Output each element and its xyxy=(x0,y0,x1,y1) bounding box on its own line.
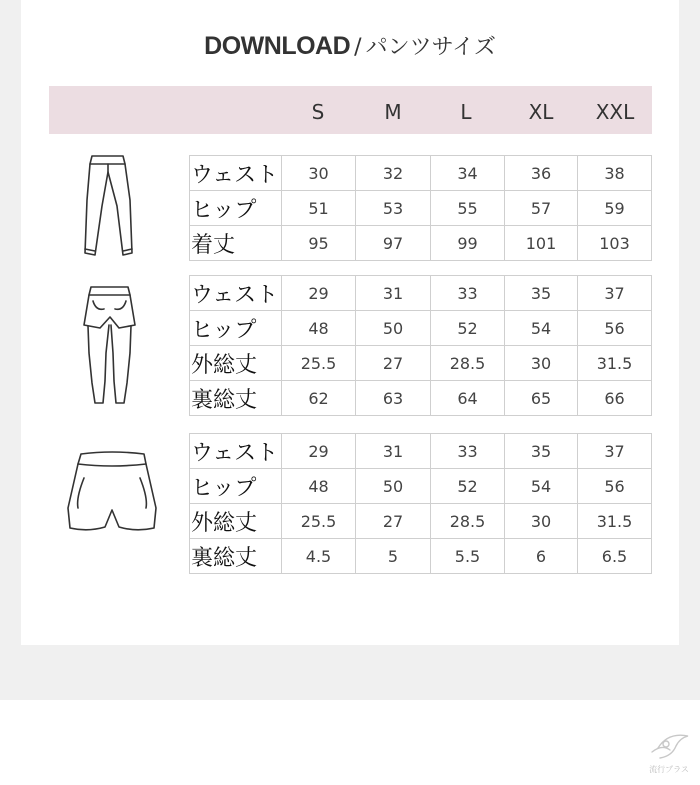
table-row xyxy=(190,346,652,381)
table-row xyxy=(190,311,652,346)
measurement-value: 52 xyxy=(431,469,505,504)
measurement-value: 103 xyxy=(578,226,652,261)
measurement-value: 33 xyxy=(431,434,505,469)
measurement-value: 51 xyxy=(282,191,356,226)
table-row xyxy=(190,434,652,469)
measurement-value: 28.5 xyxy=(431,346,505,381)
size-header-l: L xyxy=(460,100,472,124)
measurement-value: 27 xyxy=(356,346,431,381)
measurement-value: 30 xyxy=(505,346,578,381)
measurement-value: 64 xyxy=(431,381,505,416)
measurement-value: 56 xyxy=(578,469,652,504)
measurement-label: ウェスト xyxy=(190,276,282,311)
measurement-value: 48 xyxy=(282,469,356,504)
measurement-value: 65 xyxy=(505,381,578,416)
measurement-value: 29 xyxy=(282,434,356,469)
measurement-value: 56 xyxy=(578,311,652,346)
size-header-xl: XL xyxy=(528,100,554,124)
measurement-label: 裏総丈 xyxy=(190,539,282,574)
measurement-value: 6.5 xyxy=(578,539,652,574)
table-row xyxy=(190,469,652,504)
measurement-value: 63 xyxy=(356,381,431,416)
measurement-value: 32 xyxy=(356,156,431,191)
leggings-size-table xyxy=(189,275,652,416)
layered-leggings-icon xyxy=(78,283,140,408)
table-row xyxy=(190,381,652,416)
measurement-value: 31.5 xyxy=(578,346,652,381)
measurement-value: 53 xyxy=(356,191,431,226)
shorts-size-table xyxy=(189,433,652,574)
measurement-value: 99 xyxy=(431,226,505,261)
measurement-value: 38 xyxy=(578,156,652,191)
long-pants-size-table xyxy=(189,155,652,261)
measurement-value: 54 xyxy=(505,469,578,504)
measurement-label: 外総丈 xyxy=(190,346,282,381)
measurement-value: 25.5 xyxy=(282,346,356,381)
measurement-value: 48 xyxy=(282,311,356,346)
table-row xyxy=(190,191,652,226)
measurement-value: 37 xyxy=(578,434,652,469)
table-row xyxy=(190,276,652,311)
watermark-text: 流行プラス xyxy=(649,765,689,774)
measurement-value: 35 xyxy=(505,434,578,469)
measurement-value: 4.5 xyxy=(282,539,356,574)
measurement-value: 62 xyxy=(282,381,356,416)
measurement-label: 裏総丈 xyxy=(190,381,282,416)
measurement-value: 31 xyxy=(356,434,431,469)
size-header-m: M xyxy=(384,100,402,124)
title-download: DOWNLOAD xyxy=(204,32,351,60)
measurement-value: 31 xyxy=(356,276,431,311)
long-pants-icon xyxy=(72,150,144,265)
title-pants-size: パンツサイズ xyxy=(365,35,496,60)
title-separator: / xyxy=(354,35,362,60)
watermark-logo xyxy=(644,730,694,775)
measurement-value: 6 xyxy=(505,539,578,574)
measurement-value: 5.5 xyxy=(431,539,505,574)
measurement-value: 37 xyxy=(578,276,652,311)
shorts-icon xyxy=(64,448,160,536)
measurement-label: ヒップ xyxy=(190,311,282,346)
measurement-value: 101 xyxy=(505,226,578,261)
measurement-value: 30 xyxy=(505,504,578,539)
measurement-label: ヒップ xyxy=(190,469,282,504)
measurement-value: 36 xyxy=(505,156,578,191)
measurement-value: 30 xyxy=(282,156,356,191)
measurement-value: 27 xyxy=(356,504,431,539)
measurement-value: 29 xyxy=(282,276,356,311)
measurement-value: 50 xyxy=(356,469,431,504)
measurement-value: 52 xyxy=(431,311,505,346)
measurement-value: 28.5 xyxy=(431,504,505,539)
measurement-label: ウェスト xyxy=(190,434,282,469)
measurement-value: 57 xyxy=(505,191,578,226)
table-row xyxy=(190,539,652,574)
measurement-label: ヒップ xyxy=(190,191,282,226)
table-row xyxy=(190,226,652,261)
measurement-label: 着丈 xyxy=(190,226,282,261)
size-header-xxl: XXL xyxy=(595,100,635,124)
measurement-value: 95 xyxy=(282,226,356,261)
table-row xyxy=(190,156,652,191)
measurement-value: 66 xyxy=(578,381,652,416)
measurement-value: 33 xyxy=(431,276,505,311)
measurement-label: ウェスト xyxy=(190,156,282,191)
measurement-value: 59 xyxy=(578,191,652,226)
measurement-value: 54 xyxy=(505,311,578,346)
measurement-value: 5 xyxy=(356,539,431,574)
measurement-value: 31.5 xyxy=(578,504,652,539)
measurement-value: 34 xyxy=(431,156,505,191)
measurement-value: 50 xyxy=(356,311,431,346)
size-header-s: S xyxy=(311,100,325,124)
page-title xyxy=(0,30,700,61)
measurement-value: 55 xyxy=(431,191,505,226)
measurement-value: 25.5 xyxy=(282,504,356,539)
measurement-value: 35 xyxy=(505,276,578,311)
table-row xyxy=(190,504,652,539)
measurement-label: 外総丈 xyxy=(190,504,282,539)
measurement-value: 97 xyxy=(356,226,431,261)
